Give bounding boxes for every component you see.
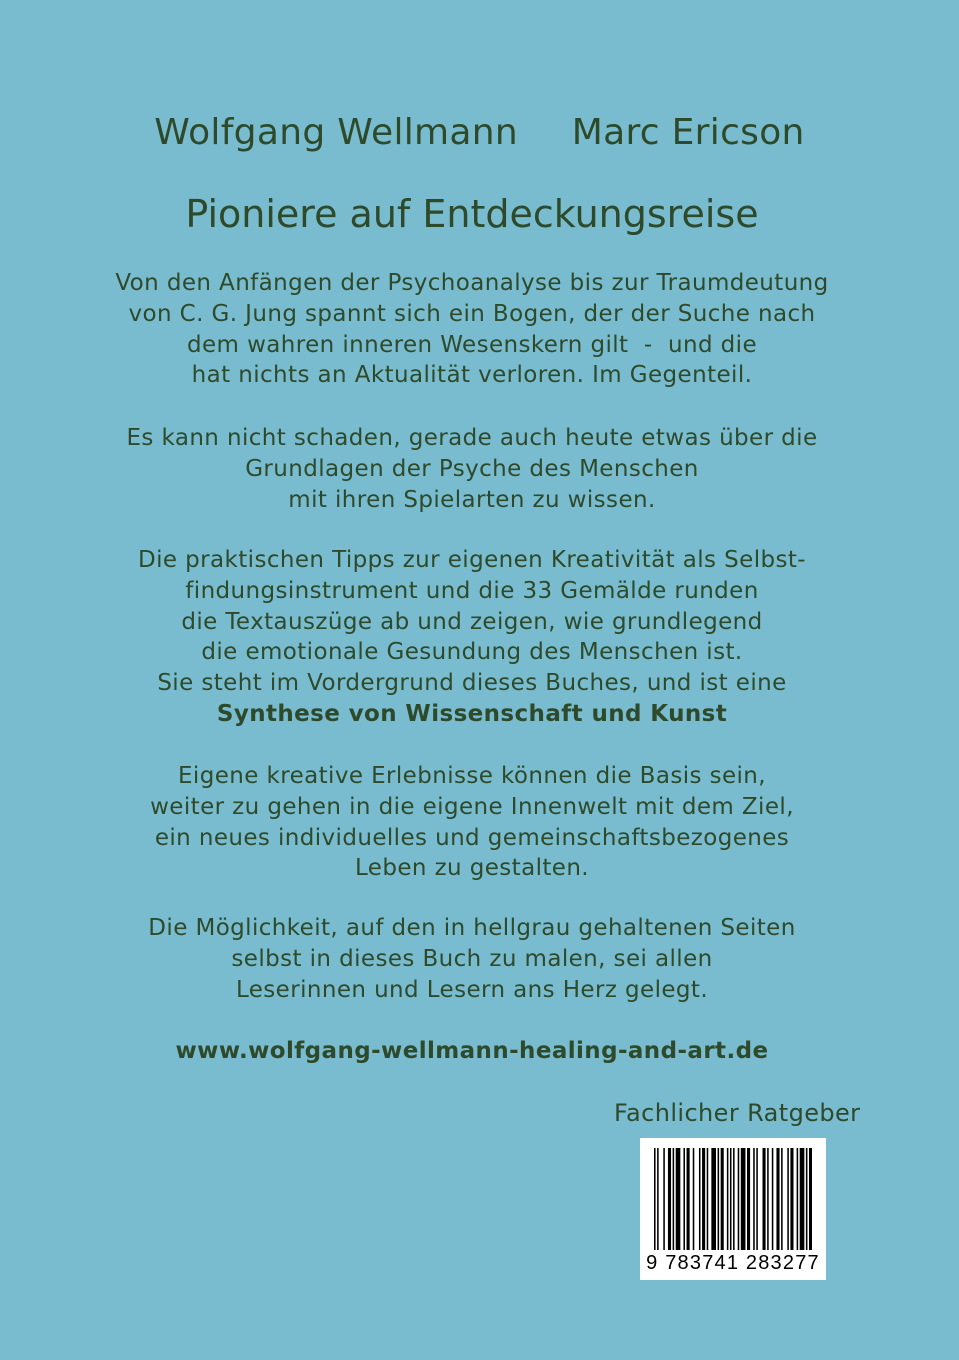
text-line: Die Möglichkeit, auf den in hellgrau gehaltenen Seiten <box>148 915 796 941</box>
paragraph-creative <box>0 761 944 884</box>
paragraph-painting <box>0 913 944 1005</box>
text-line: Leserinnen und Lesern ans Herz gelegt. <box>235 976 709 1003</box>
author-name: Marc Ericson <box>571 112 805 153</box>
text-line: Leben zu gestalten. <box>354 855 590 882</box>
text-line: mit ihren Spielarten zu wissen. <box>288 486 656 513</box>
genre-label: Fachlicher Ratgeber <box>614 1099 861 1127</box>
text-line: Sie steht im Vordergrund dieses Buches, und ist eine <box>157 670 787 697</box>
text-line: dem wahren inneren Wesenskern gilt - und die <box>187 331 757 358</box>
text-line: findungsinstrument und die 33 Gemälde runden <box>185 577 759 604</box>
text-line: hat nichts an Aktualität verloren. Im Gegenteil. <box>191 362 753 389</box>
website-url[interactable]: www.wolfgang-wellmann-healing-and-art.de <box>175 1038 769 1064</box>
paragraph-intro <box>0 268 944 391</box>
text-line: ein neues individuelles und gemeinschaftsbezogenes <box>154 824 790 851</box>
paragraph-tips <box>0 545 944 730</box>
author-name: Wolfgang Wellmann <box>154 112 519 153</box>
text-line: Es kann nicht schaden, gerade auch heute etwas über die <box>126 425 818 451</box>
text-line: selbst in dieses Buch zu malen, sei allen <box>231 945 713 972</box>
text-line: von C. G. Jung spannt sich ein Bogen, der der Suche nach <box>128 300 816 327</box>
text-line: Grundlagen der Psyche des Menschen <box>245 455 699 482</box>
text-line: Die praktischen Tipps zur eigenen Kreativität als Selbst- <box>138 547 806 573</box>
text-line: Von den Anfängen der Psychoanalyse bis zur Traumdeutung <box>115 270 829 296</box>
text-line: die Textauszüge ab und zeigen, wie grundlegend <box>181 608 763 635</box>
highlight-line: Synthese von Wissenschaft und Kunst <box>216 700 728 727</box>
text-line: weiter zu gehen in die eigene Innenwelt mit dem Ziel, <box>150 793 794 820</box>
authors <box>0 112 959 153</box>
book-title: Pioniere auf Entdeckungsreise <box>185 192 759 236</box>
barcode <box>640 1138 826 1280</box>
barcode-icon <box>654 1148 812 1250</box>
text-line: die emotionale Gesundung des Menschen ist. <box>201 639 743 666</box>
paragraph-psyche <box>0 423 944 515</box>
isbn-number: 9 783741 283277 <box>646 1252 820 1274</box>
text-line: Eigene kreative Erlebnisse können die Basis sein, <box>178 763 766 789</box>
